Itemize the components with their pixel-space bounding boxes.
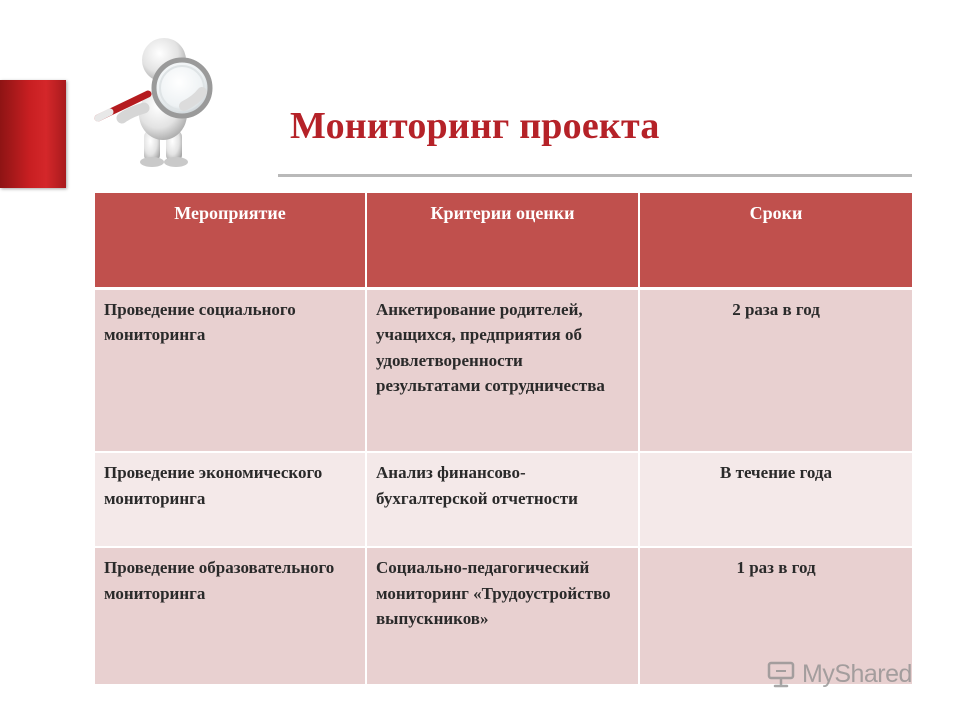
- slide-title: Мониторинг проекта: [290, 105, 660, 147]
- cell-event: Проведение социального мониторинга: [95, 288, 366, 452]
- cell-criteria: Анкетирование родителей, учащихся, предприятия об удовлетворенности результатами сотрудничества: [366, 288, 639, 452]
- cell-event: Проведение экономического мониторинга: [95, 452, 366, 547]
- table-row: [95, 452, 912, 547]
- monitoring-table: [95, 193, 912, 686]
- table-row: [95, 288, 912, 452]
- header-term: Сроки: [639, 193, 912, 288]
- cell-criteria: Социально-педагогический мониторинг «Трудоустройство выпускников»: [366, 547, 639, 685]
- cell-term: В течение года: [639, 452, 912, 547]
- title-divider: [278, 174, 912, 177]
- table-header-row: [95, 193, 912, 288]
- cell-criteria: Анализ финансово-бухгалтерской отчетности: [366, 452, 639, 547]
- cell-term: 1 раз в год: [639, 547, 912, 685]
- cell-event: Проведение образовательного мониторинга: [95, 547, 366, 685]
- presentation-board-icon: [766, 659, 796, 689]
- red-accent-tab: [0, 80, 66, 188]
- header-criteria: Критерии оценки: [366, 193, 639, 288]
- watermark-text: MyShared: [802, 659, 912, 688]
- cell-term: 2 раза в год: [639, 288, 912, 452]
- magnifier-figure-icon: [92, 30, 222, 170]
- watermark: [766, 656, 926, 692]
- header-event: Мероприятие: [95, 193, 366, 288]
